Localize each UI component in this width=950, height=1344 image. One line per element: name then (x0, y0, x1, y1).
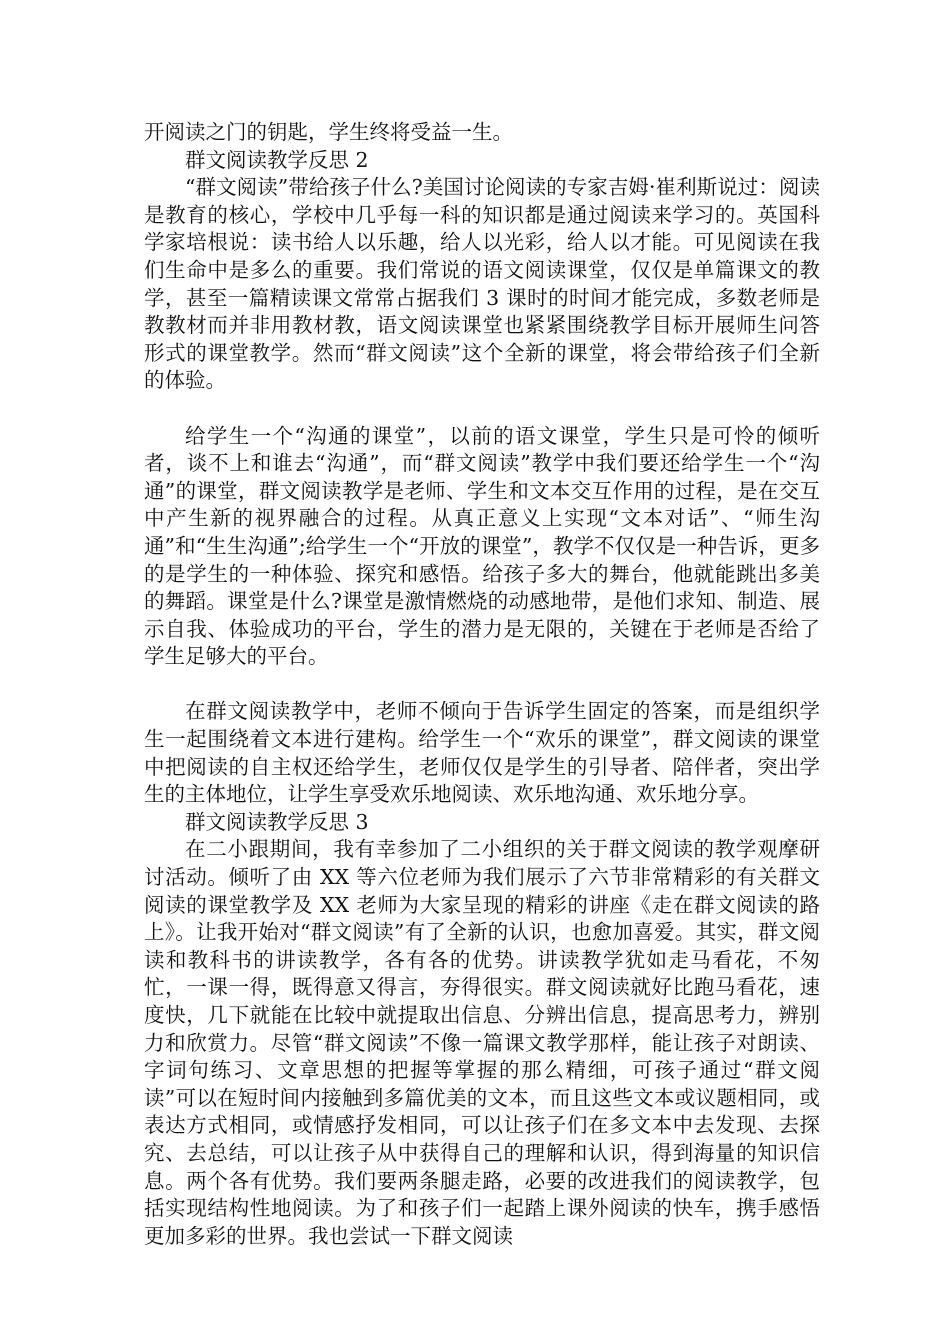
paragraph-communication: 给学生一个“沟通的课堂”，以前的语文课堂，学生只是可怜的倾听者，谈不上和谁去“沟通”，而“群文阅读”教学中我们要还给学生一个“沟通”的课堂，群文阅读教学是老师、学生和文本交互作用的过程，是在交互中产生新的视界融合的过程。从真正意义上实现“文本对话”、“师生沟通”和“生生沟通”;给学生一个“开放的课堂”，教学不仅仅是一种告诉，更多的是学生的一种体验、探究和感悟。给孩子多大的舞台，他就能跳出多美的舞蹈。课堂是什么?课堂是激情燃烧的动感地带，是他们求知、制造、展示自我、体验成功的平台，学生的潜力是无限的，关键在于老师是否给了学生足够大的平台。 (144, 423, 820, 669)
blank-line (144, 395, 820, 423)
paragraph-intro: “群文阅读”带给孩子什么?美国讨论阅读的专家吉姆·崔利斯说过：阅读是教育的核心，学校中几乎每一科的知识都是通过阅读来学习的。英国科学家培根说：读书给人以乐趣，给人以光彩，给人以才能。可见阅读在我们生命中是多么的重要。我们常说的语文阅读课堂，仅仅是单篇课文的教学，甚至一篇精读课文常常占据我们 3 课时的时间才能完成，多数老师是教教材而并非用教材教，语文阅读课堂也紧紧围绕教学目标开展师生问答形式的课堂教学。然而“群文阅读”这个全新的课堂，将会带给孩子们全新的体验。 (144, 175, 820, 393)
paragraph-joyful-classroom: 在群文阅读教学中，老师不倾向于告诉学生固定的答案，而是组织学生一起围绕着文本进行建构。给学生一个“欢乐的课堂”，群文阅读的课堂中把阅读的自主权还给学生，老师仅仅是学生的引导者、陪伴者，突出学生的主体地位，让学生享受欢乐地阅读、欢乐地沟通、欢乐地分享。 (144, 699, 820, 807)
section-heading-3: 群文阅读教学反思 3 (185, 809, 369, 834)
section-heading-2: 群文阅读教学反思 2 (185, 147, 369, 172)
paragraph-observation: 在二小跟期间，我有幸参加了二小组织的关于群文阅读的教学观摩研讨活动。倾听了由 XX 等六位老师为我们展示了六节非常精彩的有关群文阅读的课堂教学及 XX 老师为大家呈现的精彩的讲座《走在群文阅读的路上》。让我开始对“群文阅读”有了全新的认识，也愈加喜爱。其实，群文阅读和教科书的讲读教学，各有各的优势。讲读教学犹如走马看花，不匆忙，一课一得，既得意又得言，夯得很实。群文阅读就好比跑马看花，速度快，几下就能在比较中就提取出信息、分辨出信息，提高思考力，辨别力和欣赏力。尽管“群文阅读”不像一篇课文教学那样，能让孩子对朗读、字词句练习、文章思想的把握等掌握的那么精细，可孩子通过“群文阅读”可以在短时间内接触到多篇优美的文本，而且这些文本或议题相同，或表达方式相同，或情感抒发相同，可以让孩子们在多文本中去发现、去探究、去总结，可以让孩子从中获得自己的理解和认识，得到海量的知识信息。两个各有优势。我们要两条腿走路，必要的改进我们的阅读教学，包括实现结构性地阅读。为了和孩子们一起踏上课外阅读的快车，携手感悟更加多彩的世界。我也尝试一下群文阅读 (144, 837, 820, 1248)
paragraph-continuation: 开阅读之门的钥匙，学生终将受益一生。 (144, 120, 513, 144)
blank-line (144, 671, 820, 699)
document-body (144, 119, 820, 1250)
